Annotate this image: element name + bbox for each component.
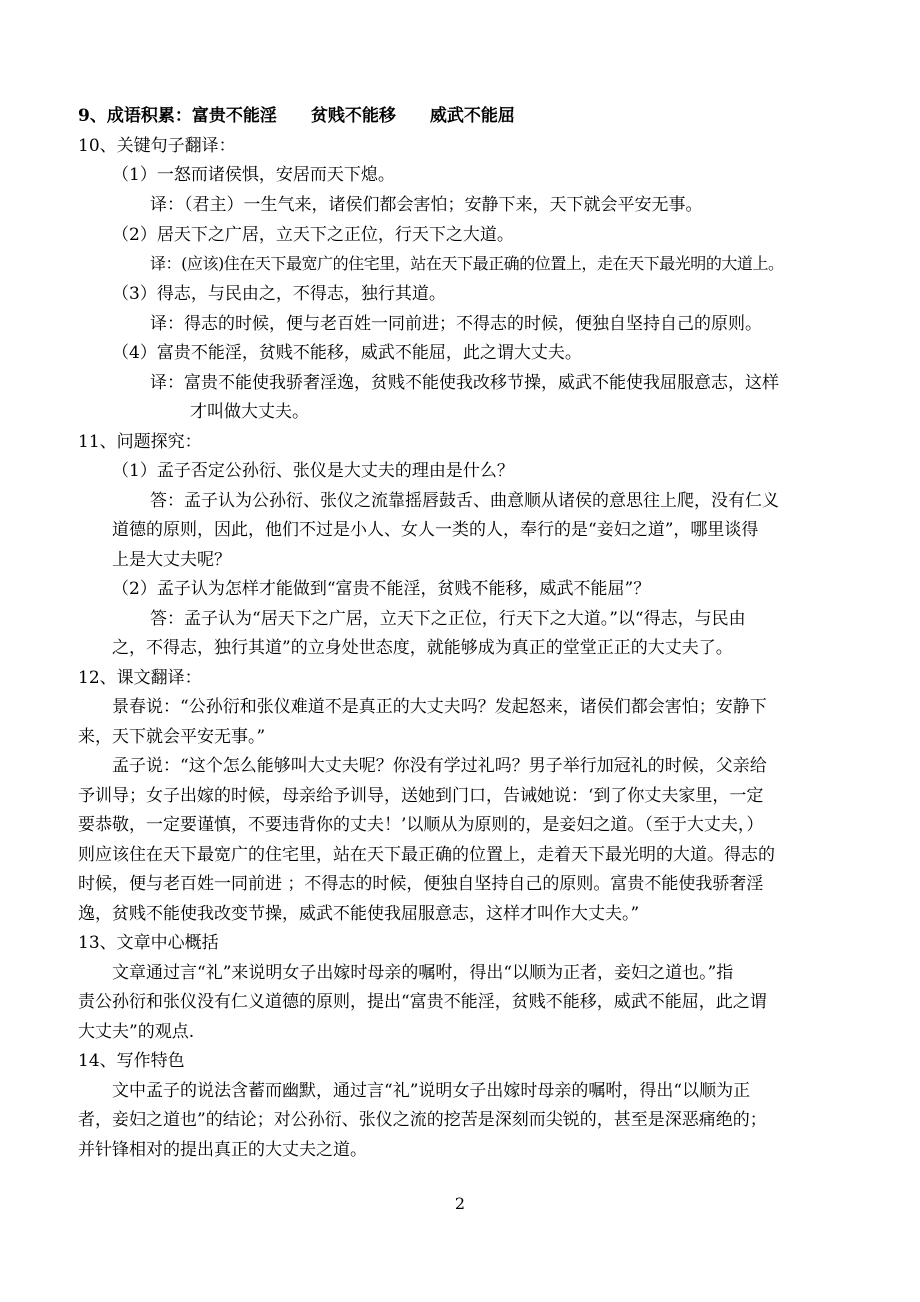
sentence-3: （3）得志，与民由之，不得志，独行其道。 [112,284,446,304]
section-12-heading: 12、课文翻译： [78,668,202,688]
summary-line-3: 大丈夫”的观点. [78,1022,195,1042]
summary-line-1: 文章通过言“礼”来说明女子出嫁时母亲的嘱咐，得出“以顺为正者，妾妇之道也。”指 [112,963,734,983]
translation-paragraph-2-line-1: 孟子说：“这个怎么能够叫大丈夫呢？你没有学过礼吗？男子举行加冠礼的时候，父亲给 [112,756,767,776]
translation-paragraph-1-line-1: 景春说：“公孙衍和张仪难道不是真正的大丈夫吗？发起怒来，诸侯们都会害怕；安静下 [112,697,767,717]
features-line-2: 者，妾妇之道也”的结论；对公孙衍、张仪之流的挖苦是深刻而尖锐的，甚至是深恶痛绝的； [78,1110,767,1130]
answer-2-line-2: 之，不得志，独行其道”的立身处世态度，就能够成为真正的堂堂正正的大丈夫了。 [112,638,733,658]
translation-paragraph-2-line-6: 逸，贫贱不能使我改变节操，威武不能使我屈服意志，这样才叫作大丈夫。” [78,904,640,924]
answer-1-line-2: 道德的原则，因此，他们不过是小人、女人一类的人，奉行的是“妾妇之道”，哪里谈得 [112,520,759,540]
answer-1-line-3: 上是大丈夫呢？ [112,550,231,570]
sentence-2: （2）居天下之广居，立天下之正位，行天下之大道。 [112,225,514,245]
features-line-1: 文中孟子的说法含蓄而幽默，通过言“礼”说明女子出嫁时母亲的嘱咐，得出“以顺为正 [112,1081,751,1101]
question-1: （1）孟子否定公孙衍、张仪是大丈夫的理由是什么？ [112,461,514,481]
section-10-heading: 10、关键句子翻译： [78,136,236,156]
sentence-1: （1）一怒而诸侯惧，安居而天下熄。 [112,165,395,185]
sentence-4: （4）富贵不能淫，贫贱不能移，威武不能屈，此之谓大丈夫。 [112,343,582,363]
translation-3: 译：得志的时候，便与老百姓一同前进；不得志的时候，便独自坚持自己的原则。 [150,314,762,334]
translation-paragraph-2-line-5: 时候，便与老百姓一同前进 ；不得志的时候，便独自坚持自己的原则。富贵不能使我骄奢淫 [78,874,764,894]
answer-2-line-1: 答：孟子认为“居天下之广居，立天下之正位，行天下之大道。”以“得志，与民由 [150,609,746,629]
translation-paragraph-2-line-4: 则应该住在天下最宽广的住宅里，站在天下最正确的位置上，走着天下最光明的大道。得志的 [78,845,775,865]
page-number: 2 [454,1194,466,1213]
section-11-heading: 11、问题探究： [78,432,202,452]
section-9-heading: 9、成语积累：富贵不能淫 贫贱不能移 威武不能屈 [78,106,515,126]
translation-4-line-2: 才叫做大丈夫。 [190,402,309,422]
section-14-heading: 14、写作特色 [78,1051,185,1071]
features-line-3: 并针锋相对的提出真正的大丈夫之道。 [78,1140,367,1160]
translation-1: 译：（君主）一生气来，诸侯们都会害怕；安静下来，天下就会平安无事。 [150,195,703,215]
answer-1-line-1: 答：孟子认为公孙衍、张仪之流靠摇唇鼓舌、曲意顺从诸侯的意思往上爬，没有仁义 [150,491,779,511]
summary-line-2: 责公孙衍和张仪没有仁义道德的原则，提出“富贵不能淫，贫贱不能移，威武不能屈，此之谓 [78,992,767,1012]
section-13-heading: 13、文章中心概括 [78,933,219,953]
translation-2: 译：(应该)住在天下最宽广的住宅里，站在天下最正确的位置上，走在天下最光明的大道上。 [150,254,784,273]
translation-paragraph-2-line-3: 要恭敬，一定要谨慎，不要违背你的丈夫！’以顺从为原则的，是妾妇之道。（至于大丈夫，） [78,815,764,835]
translation-4-line-1: 译：富贵不能使我骄奢淫逸，贫贱不能使我改移节操，威武不能使我屈服意志，这样 [150,373,779,393]
translation-paragraph-1-line-2: 来，天下就会平安无事。” [78,727,266,747]
question-2: （2）孟子认为怎样才能做到“富贵不能淫，贫贱不能移，威武不能屈”？ [112,579,651,599]
translation-paragraph-2-line-2: 予训导；女子出嫁的时候，母亲给予训导，送她到门口，告诫她说：‘到了你丈夫家里，一定 [78,786,764,806]
